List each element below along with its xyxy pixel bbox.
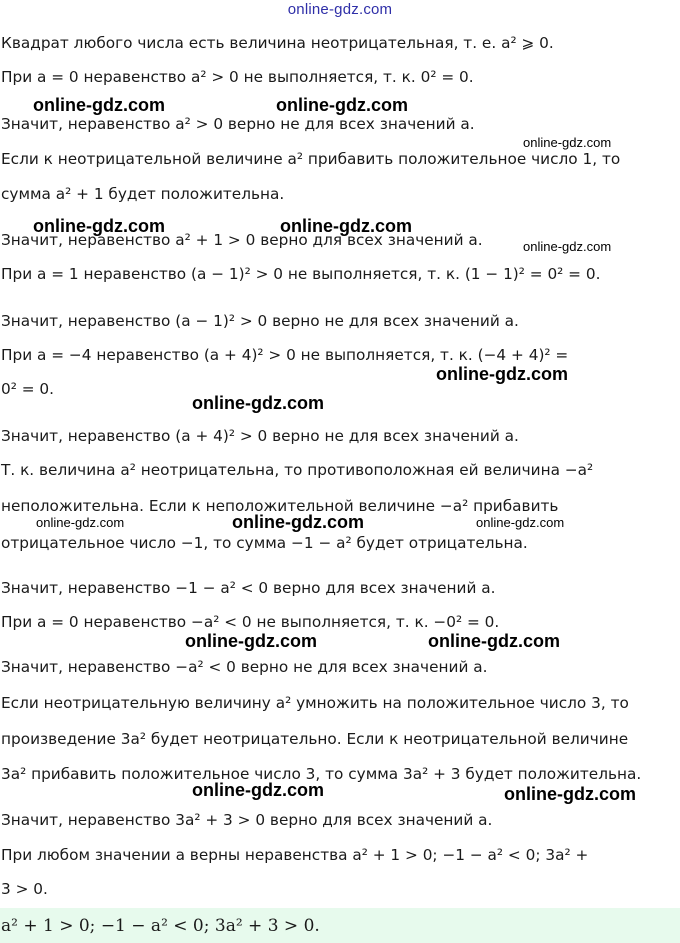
solution-line: Значит, неравенство (a − 1)² > 0 верно не для всех значений a.	[1, 312, 519, 330]
watermark: online-gdz.com	[523, 239, 612, 254]
watermark: online-gdz.com	[33, 216, 165, 236]
solution-line: 3 > 0.	[1, 880, 48, 898]
solution-line: 0² = 0.	[1, 380, 55, 398]
solution-line: Значит, неравенство −a² < 0 верно не для всех значений a.	[1, 658, 488, 676]
watermark: online-gdz.com	[523, 135, 612, 150]
solution-line: Если неотрицательную величину a² умножить на положительное число 3, то	[1, 694, 629, 712]
solution-line: сумма a² + 1 будет положительна.	[1, 185, 285, 203]
header-watermark: online-gdz.com	[287, 1, 393, 18]
answer-box	[0, 908, 680, 943]
watermark: online-gdz.com	[476, 515, 565, 530]
solution-line: неположительна. Если к неположительной величине −a² прибавить	[1, 497, 559, 515]
watermark: online-gdz.com	[276, 95, 408, 115]
solution-line: Значит, неравенство a² > 0 верно не для всех значений a.	[1, 115, 475, 133]
solution-line: При a = −4 неравенство (a + 4)² > 0 не выполняется, т. к. (−4 + 4)² =	[1, 346, 569, 364]
solution-line: При a = 0 неравенство −a² < 0 не выполняется, т. к. −0² = 0.	[1, 613, 500, 631]
answer-text: a² + 1 > 0; −1 − a² < 0; 3a² + 3 > 0.	[1, 916, 320, 936]
solution-line: При a = 1 неравенство (a − 1)² > 0 не выполняется, т. к. (1 − 1)² = 0² = 0.	[1, 265, 601, 283]
watermark: online-gdz.com	[185, 631, 317, 651]
watermark: online-gdz.com	[192, 780, 324, 800]
solution-line: При любом значении a верны неравенства a² + 1 > 0; −1 − a² < 0; 3a² +	[1, 846, 589, 864]
watermark: online-gdz.com	[280, 216, 412, 236]
solution-line: При a = 0 неравенство a² > 0 не выполняется, т. к. 0² = 0.	[1, 68, 474, 86]
solution-line: 3a² прибавить положительное число 3, то сумма 3a² + 3 будет положительна.	[1, 765, 642, 783]
solution-line: Т. к. величина a² неотрицательна, то противоположная ей величина −a²	[1, 461, 594, 479]
solution-line: произведение 3a² будет неотрицательно. Если к неотрицательной величине	[1, 730, 629, 748]
solution-line: Если к неотрицательной величине a² прибавить положительное число 1, то	[1, 150, 621, 168]
watermark: online-gdz.com	[33, 95, 165, 115]
solution-line: Значит, неравенство 3a² + 3 > 0 верно для всех значений a.	[1, 811, 493, 829]
solution-line: Значит, неравенство (a + 4)² > 0 верно не для всех значений a.	[1, 427, 519, 445]
solution-line: Квадрат любого числа есть величина неотрицательная, т. е. a² ⩾ 0.	[1, 34, 554, 52]
watermark: online-gdz.com	[436, 364, 568, 384]
watermark: online-gdz.com	[36, 515, 125, 530]
watermark: online-gdz.com	[504, 784, 636, 804]
solution-line: Значит, неравенство −1 − a² < 0 верно для всех значений a.	[1, 579, 496, 597]
solution-line: Значит, неравенство a² + 1 > 0 верно для всех значений a.	[1, 231, 483, 249]
watermark: online-gdz.com	[428, 631, 560, 651]
solution-line: отрицательное число −1, то сумма −1 − a² будет отрицательна.	[1, 534, 528, 552]
watermark: online-gdz.com	[232, 512, 364, 532]
watermark: online-gdz.com	[192, 393, 324, 413]
